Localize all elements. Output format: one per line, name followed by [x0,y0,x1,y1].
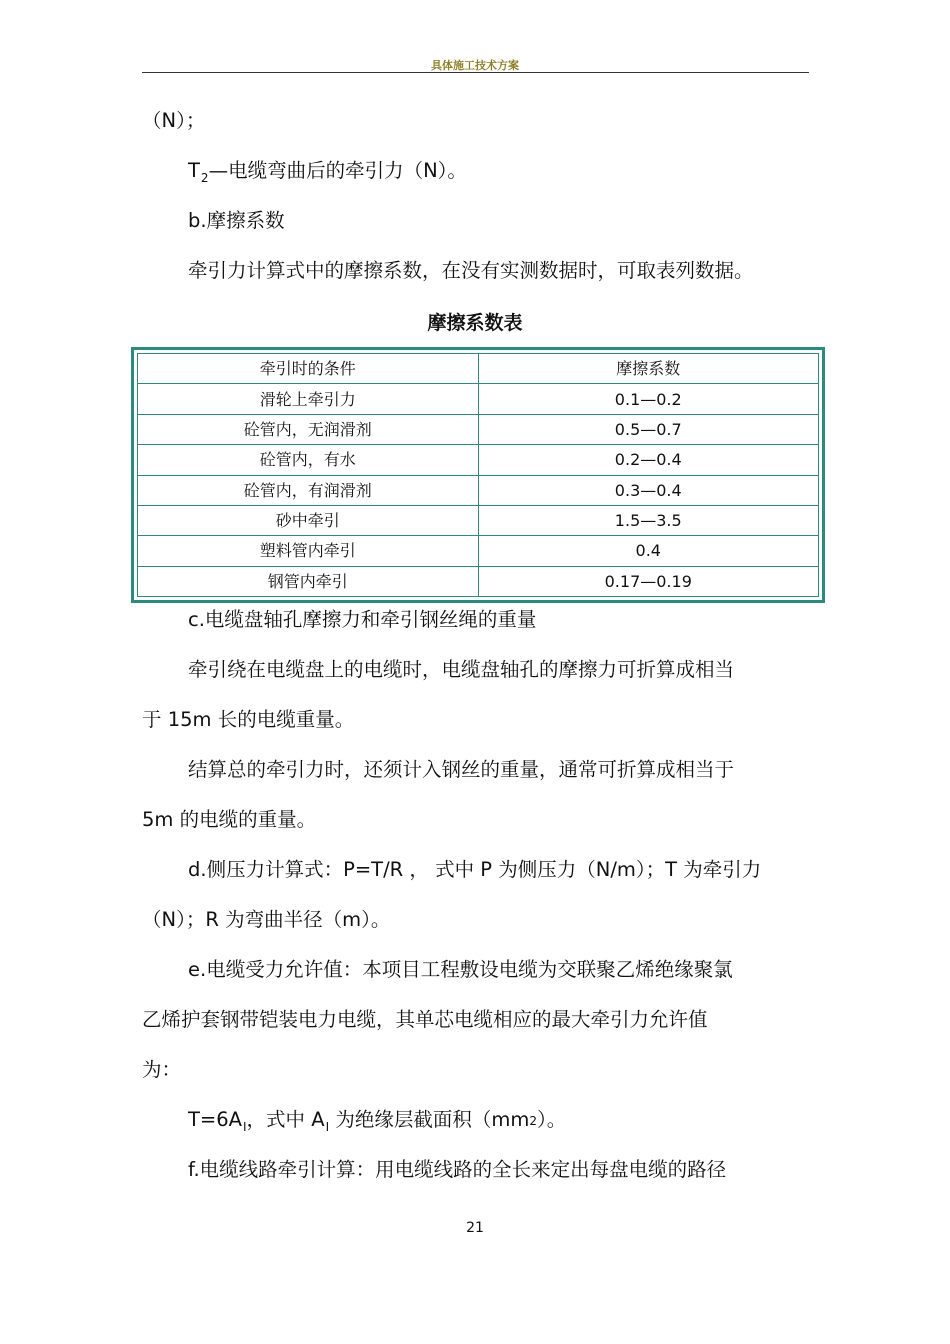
cell-condition: 塑料管内牵引 [138,536,479,566]
paragraph-route-calculation: f.电缆线路牵引计算：用电缆线路的全长来定出每盘电缆的路径 [188,1158,727,1181]
friction-table [137,353,819,597]
formula-unit-exponent: 2 [529,1114,537,1128]
paragraph-wire-weight-line1: 结算总的牵引力时，还须计入钢丝的重量，通常可折算成相当于 [188,758,735,781]
formula-subscript-i: I [243,1120,247,1134]
table-row [138,566,819,596]
table-row [138,536,819,566]
paragraph-unit-n: （N）； [142,109,206,132]
paragraph-side-pressure-line2: （N）；R 为弯曲半径（m）。 [142,908,391,931]
friction-table-frame [131,347,825,603]
formula-area-description: 为绝缘层截面积（mm [329,1108,530,1131]
table-row [138,384,819,414]
paragraph-allowable-line2: 乙烯护套钢带铠装电力电缆，其单芯电缆相应的最大牵引力允许值 [142,1008,708,1031]
paragraph-friction-intro: 牵引力计算式中的摩擦系数，在没有实测数据时，可取表列数据。 [188,259,754,282]
cell-coefficient: 0.3—0.4 [478,475,819,505]
paragraph-allowable-line3: 为： [142,1058,182,1081]
cell-condition: 钢管内牵引 [138,566,479,596]
formula-where-a: ，式中 A [246,1108,325,1131]
cell-condition: 砼管内，无润滑剂 [138,414,479,444]
cell-coefficient: 0.2—0.4 [478,445,819,475]
cell-coefficient: 1.5—3.5 [478,505,819,535]
paragraph-reel-friction-line2: 于 15m 长的电缆重量。 [142,708,355,731]
cell-condition: 砼管内，有润滑剂 [138,475,479,505]
paragraph-formula-t6a [188,1107,860,1140]
table-row [138,475,819,505]
table-row [138,414,819,444]
cell-coefficient: 0.17—0.19 [478,566,819,596]
header-divider [142,72,809,73]
table-row [138,445,819,475]
paragraph-wire-weight-line2: 5m 的电缆的重量。 [142,808,317,831]
formula-t6a: T=6A [188,1108,242,1131]
t2-description: —电缆弯曲后的牵引力（N）。 [208,159,467,182]
paragraph-side-pressure-line1: d.侧压力计算式：P=T/R ， 式中 P 为侧压力（N/m）；T 为牵引力 [188,858,762,881]
paragraph-allowable-line1: e.电缆受力允许值：本项目工程敷设电缆为交联聚乙烯绝缘聚氯 [188,958,733,981]
formula-subscript-i-2: I [325,1120,330,1134]
cell-coefficient: 0.5—0.7 [478,414,819,444]
paragraph-t2-definition [188,158,860,191]
cell-condition: 砂中牵引 [138,505,479,535]
cell-condition: 砼管内，有水 [138,445,479,475]
t2-subscript: 2 [200,171,209,185]
table-row [138,505,819,535]
heading-friction-coefficient: b.摩擦系数 [188,209,285,232]
cell-coefficient: 0.1—0.2 [478,384,819,414]
t2-symbol: T [188,159,200,182]
formula-close: ）。 [536,1108,567,1131]
table-title: 摩擦系数表 [427,312,523,334]
column-header-coefficient: 摩擦系数 [478,354,819,384]
running-header: 具体施工技术方案 [431,59,519,72]
page-number: 21 [466,1220,484,1236]
cell-condition: 滑轮上牵引力 [138,384,479,414]
table-header-row [138,354,819,384]
paragraph-reel-friction-line1: 牵引绕在电缆盘上的电缆时，电缆盘轴孔的摩擦力可折算成相当 [188,658,735,681]
column-header-condition: 牵引时的条件 [138,354,479,384]
cell-coefficient: 0.4 [478,536,819,566]
heading-reel-friction: c.电缆盘轴孔摩擦力和牵引钢丝绳的重量 [188,608,537,631]
